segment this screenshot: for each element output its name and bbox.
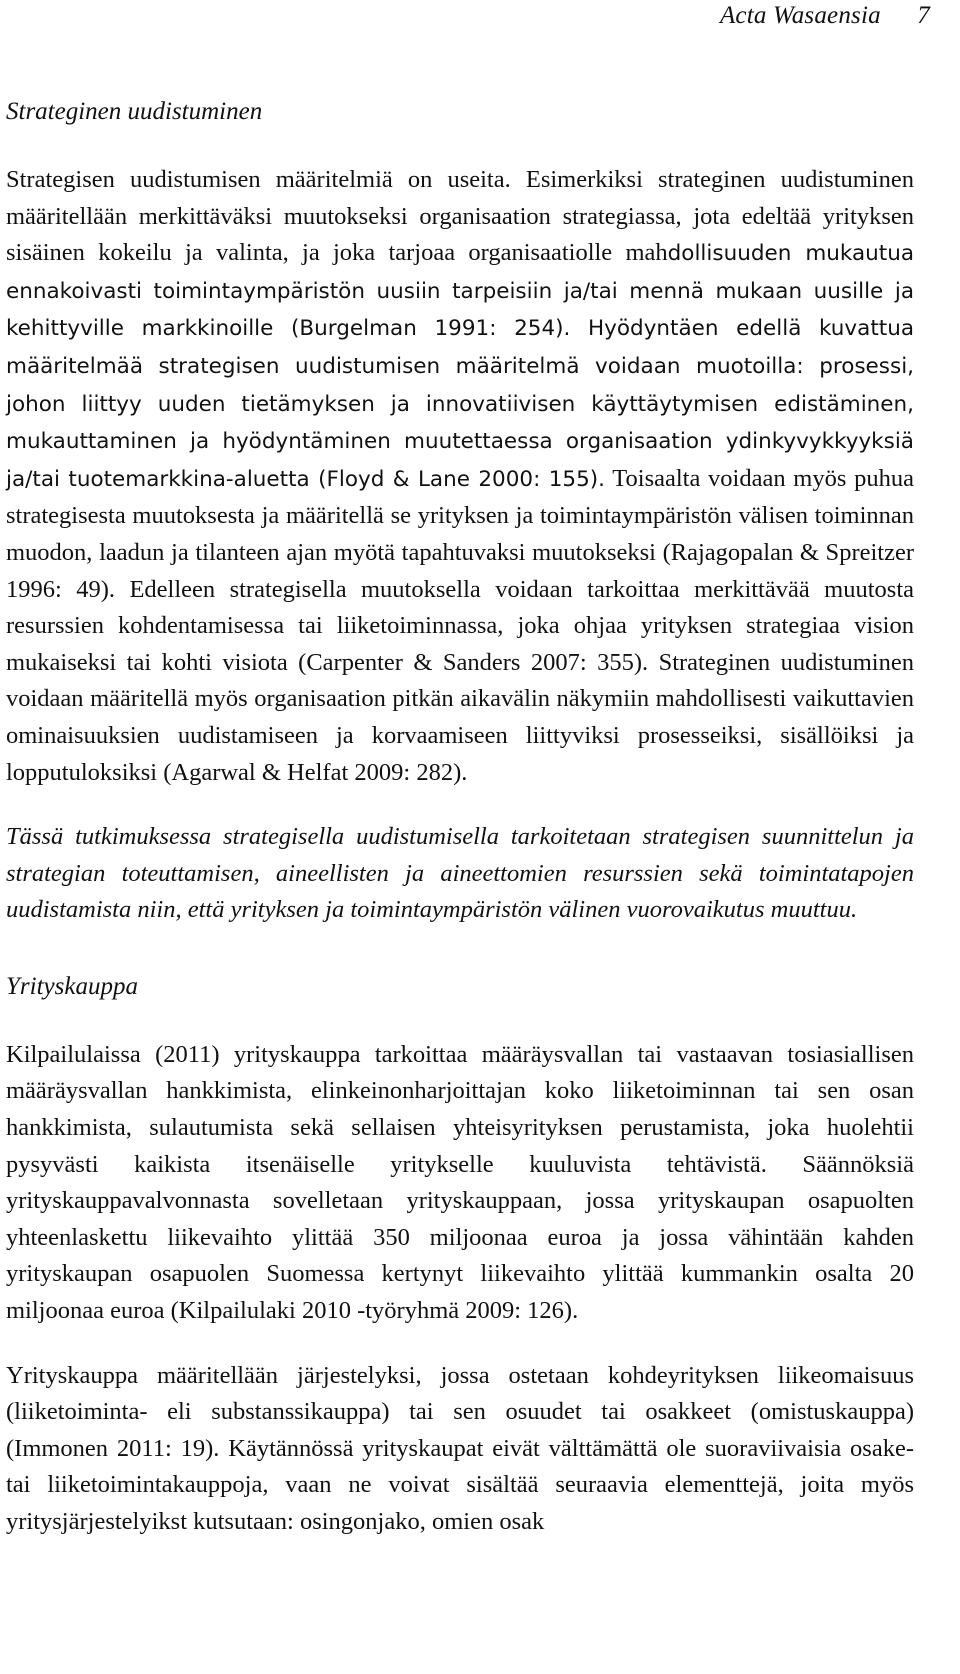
paragraph-acquisition-definition: Yrityskauppa määritellään järjestelyksi, jossa ostetaan kohdeyrityksen liikeomaisuus (liiketoiminta- eli substanssikauppa) tai sen osuudet tai osakkeet (omistuskauppa) (Immonen 2011: 19). Käytännössä yrityskaupat eivät välttämättä ole suoraviivaisia osake- tai liiketoimintakauppoja, vaan ne voivat sisältää seuraavia elementtejä, joita myös yritysjärjestelyikst kutsutaan: osingonjako, omien osak: [6, 1361, 914, 1535]
journal-title: Acta Wasaensia: [719, 2, 881, 29]
paragraph-text-part-2: dollisuuden mukautua ennakoivasti toimintaympäristön uusiin tarpeisiin ja/tai mennä mukaan uusille ja kehittyville markkinoille (Burgelman 1991: 254). Hyödyntäen edellä kuvattua määritelmää strategisen uudistumisen määritelmä voidaan muotoilla: prosessi, johon liittyy uuden tietämyksen ja innovatiivisen käyttäytymisen edistäminen, mukauttaminen ja hyödyntäminen muutettaessa organisaation ydinkyvykkyyksiä ja/tai tuotemarkkina-aluetta (Floyd & Lane 2000: 155).: [6, 241, 915, 492]
paragraph-text-part-1: Strategisen uudistumisen määritelmiä on useita. Esimerkiksi strateginen uudistuminen määritellään merkittäväksi muutokseksi organisaation strategiassa, jota edeltää yrityksen sisäinen kokeilu ja valinta, ja joka tarjoaa organisaatiolle mah: [6, 166, 914, 267]
paragraph-strategic-renewal-definitions: [6, 162, 914, 791]
paragraph-study-definition: Tässä tutkimuksessa strategisella uudistumisella tarkoitetaan strategisen suunnittelun ja strategian toteuttamisen, aineellisten ja aineettomien resurssien sekä toimintatapojen uudistamista niin, että yrityksen ja toimintaympäristön välinen vuorovaikutus muuttuu.: [6, 823, 914, 924]
page-content: [6, 94, 914, 1541]
section-heading-strateginen-uudistuminen: Strateginen uudistuminen: [6, 98, 263, 125]
section-heading-yrityskauppa: Yrityskauppa: [6, 972, 138, 1000]
page-header: [720, 0, 930, 32]
page-number: 7: [917, 2, 930, 29]
paragraph-text-part-3: Toisaalta voidaan myös puhua strategisesta muutoksesta ja määritellä se yrityksen ja toimintaympäristön välisen toiminnan muodon, laadun ja tilanteen ajan myötä tapahtuvaksi muutokseksi (Rajagopalan & Spreitzer 1996: 49). Edelleen strategisella muutoksella voidaan tarkoittaa merkittävää muutosta resurssien kohdentamisessa tai liiketoiminnassa, joka ohjaa yrityksen strategiaa vision mukaiseksi tai kohti visiota (Carpenter & Sanders 2007: 355). Strateginen uudistuminen voidaan määritellä myös organisaation pitkän aikavälin näkymiin mahdollisesti vaikuttavien ominaisuuksien uudistamiseen ja korvaamiseen liittyviksi prosesseiksi, sisällöiksi ja lopputuloksiksi (Agarwal & Helfat 2009: 282).: [6, 464, 914, 786]
paragraph-competition-law: Kilpailulaissa (2011) yrityskauppa tarkoittaa määräysvallan tai vastaavan tosiasiallisen määräysvallan hankkimista, elinkeinonharjoittajan koko liiketoiminnan tai sen osan hankkimista, sulautumista sekä sellaisen yhteisyrityksen perustamista, joka huolehtii pysyvästi kaikista itsenäiselle yritykselle kuuluvista tehtävistä. Säännöksiä yrityskauppavalvonnasta sovelletaan yrityskauppaan, jossa yrityskaupan osapuolten yhteenlaskettu liikevaihto ylittää 350 miljoonaa euroa ja jossa vähintään kahden yrityskaupan osapuolen Suomessa kertynyt liikevaihto ylittää kummankin osalta 20 miljoonaa euroa (Kilpailulaki 2010 -työryhmä 2009: 126).: [6, 1040, 914, 1325]
